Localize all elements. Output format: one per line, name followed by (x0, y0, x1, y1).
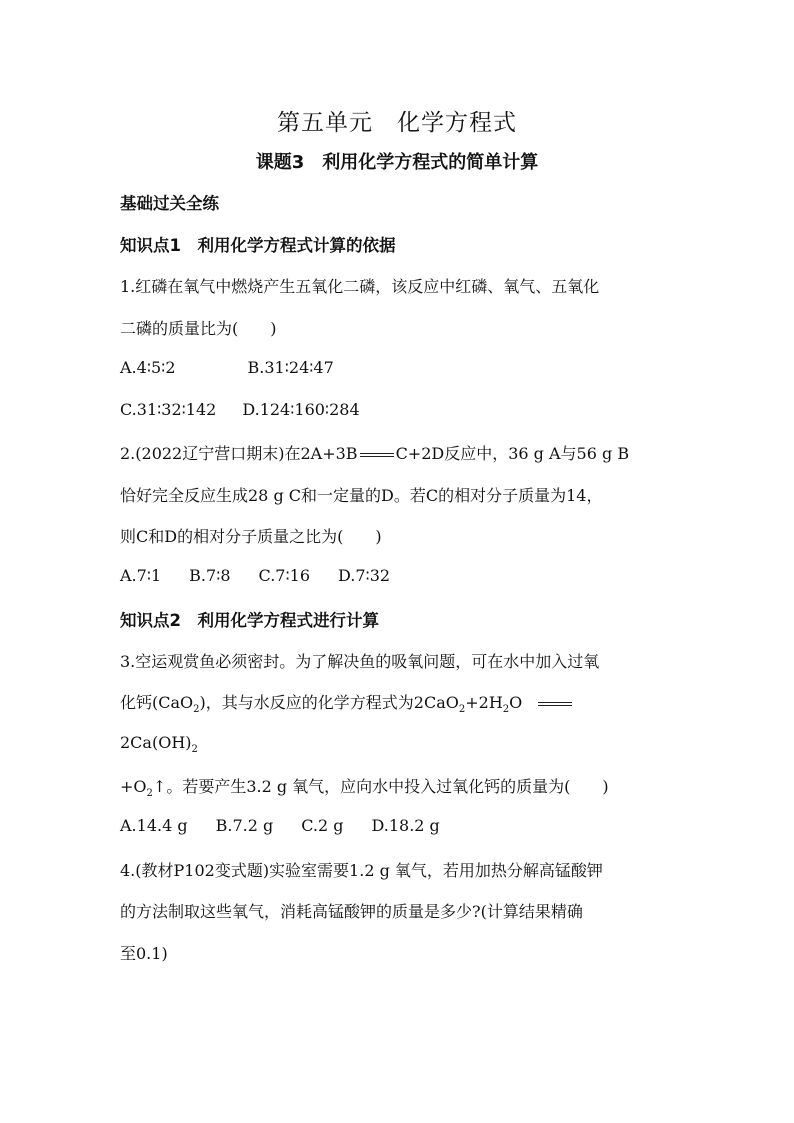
section-kp2: 知识点2 利用化学方程式进行计算 (120, 611, 379, 630)
unit-title: 第五单元 化学方程式 (277, 110, 517, 136)
q3-line3 (120, 733, 198, 755)
q3-option-b: B.7.2 g (215, 816, 274, 835)
q2-line1-start: 2.(2022辽宁营口期末)在2A+3B (120, 444, 358, 463)
q3-option-d: D.18.2 g (371, 816, 440, 835)
lesson-title: 课题3 利用化学方程式的简单计算 (255, 152, 539, 173)
q3-text: 2Ca(OH) (120, 733, 192, 752)
subscript: 2 (458, 704, 466, 716)
q2-option-a: A.7∶1 (120, 566, 162, 585)
q1-line2: 二磷的质量比为( ) (120, 319, 277, 338)
q4-line2: 的方法制取这些氧气，消耗高锰酸钾的质量是多少?(计算结果精确 (120, 902, 583, 921)
q3-options (120, 816, 440, 835)
q3-text: O (509, 693, 523, 712)
q1-options-row1 (120, 358, 334, 377)
equals-sign (538, 702, 572, 706)
q1-options-row2 (120, 400, 360, 419)
q2-line2: 恰好完全反应生成28 g C和一定量的D。若C的相对分子质量为14， (120, 486, 603, 505)
q3-option-c: C.2 g (301, 816, 344, 835)
q2-option-c: C.7∶16 (258, 566, 311, 585)
subscript: 2 (502, 704, 510, 716)
section-kp1: 知识点1 利用化学方程式计算的依据 (120, 236, 396, 255)
q2-option-d: D.7∶32 (338, 566, 391, 585)
q2-option-b: B.7∶8 (189, 566, 231, 585)
q3-text: 化钙(CaO (120, 693, 194, 712)
q4-line1: 4.(教材P102变式题)实验室需要1.2 g 氧气，若用加热分解高锰酸钾 (120, 861, 603, 880)
q1-option-a: A.4∶5∶2 (120, 358, 176, 377)
subscript: 2 (191, 744, 198, 756)
q3-line4 (120, 774, 609, 799)
q1-line1: 1.红磷在氧气中燃烧产生五氧化二磷，该反应中红磷、氧气、五氧化 (120, 277, 600, 296)
subscript: 2 (146, 788, 153, 800)
q3-text: ↑。若要产生3.2 g 氧气，应向水中投入过氧化钙的质量为( ) (152, 777, 609, 796)
q2-line1-end: C+2D反应中，36 g A与56 g B (395, 444, 630, 463)
q2-line3: 则C和D的相对分子质量之比为( ) (120, 527, 382, 546)
q1-option-b: B.31∶24∶47 (247, 358, 334, 377)
q2-options (120, 566, 390, 585)
equals-sign (360, 453, 394, 457)
subscript: 2 (193, 704, 200, 716)
q1-option-d: D.124∶160∶284 (242, 400, 360, 419)
q3-text: )，其与水反应的化学方程式为2CaO (199, 693, 459, 712)
q3-option-a: A.14.4 g (120, 816, 188, 835)
q3-text: +2H (465, 693, 503, 712)
section-basic: 基础过关全练 (120, 194, 219, 213)
q3-line2 (120, 690, 574, 715)
q1-option-c: C.31∶32∶142 (120, 400, 217, 419)
q3-text: +O (120, 777, 147, 796)
q2-line1 (120, 441, 629, 464)
q4-line3: 至0.1) (120, 944, 168, 963)
q3-line1: 3.空运观赏鱼必须密封。为了解决鱼的吸氧问题，可在水中加入过氧 (120, 652, 600, 671)
